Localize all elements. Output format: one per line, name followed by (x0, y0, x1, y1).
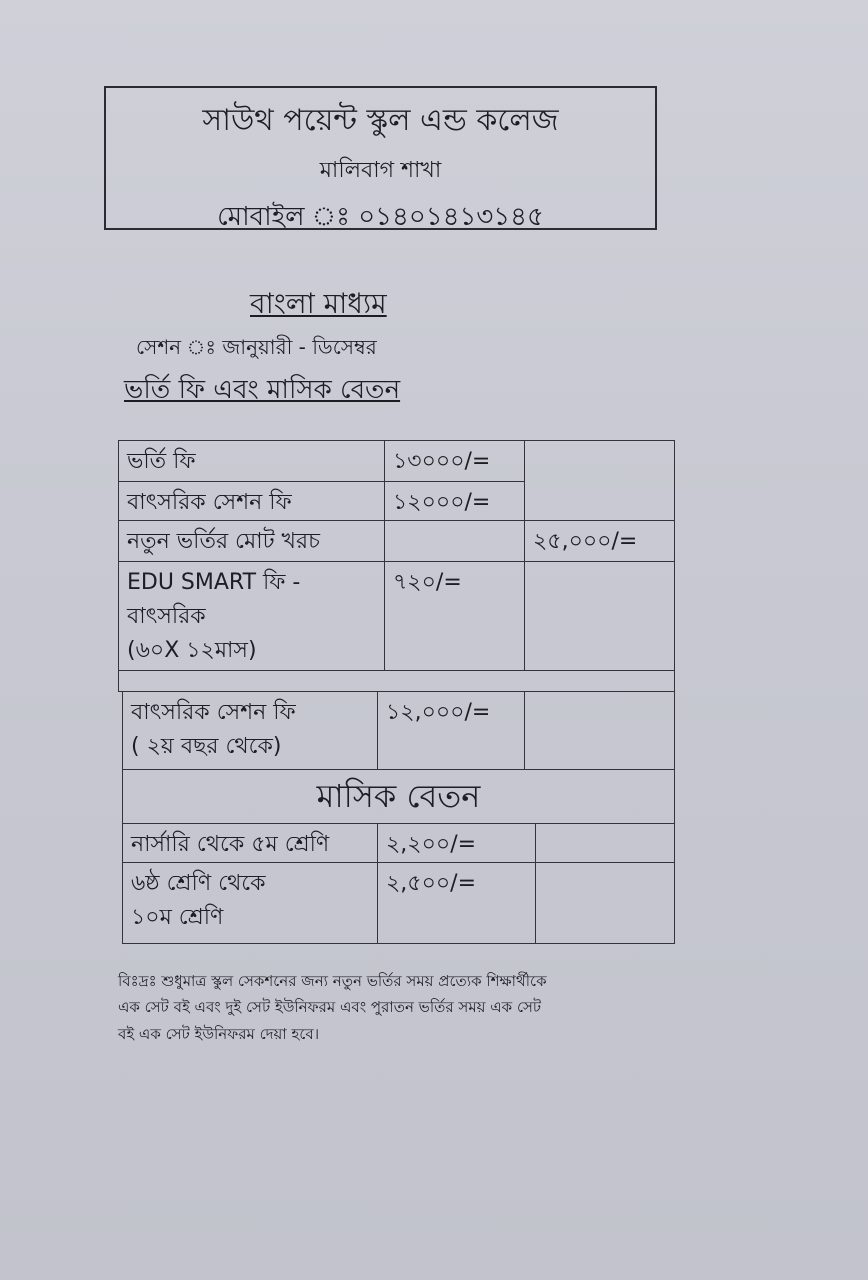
spacer-row (118, 670, 675, 692)
annual-session-fee-label: বাৎসরিক সেশন ফি (118, 481, 385, 521)
note-line3: বই এক সেট ইউনিফরম দেয়া হবে। (118, 1024, 320, 1043)
session-text: সেশন ঃ জানুয়ারী - ডিসেম্বর (136, 335, 377, 359)
second-year-session-label-line1: বাৎসরিক সেশন ফি (131, 700, 296, 725)
admission-fee-value: ১৩০০০/= (384, 440, 525, 482)
mobile-number: মোবাইল ঃ ০১৪০১৪১৩১৪৫ (217, 202, 544, 232)
edu-smart-total-blank (524, 561, 675, 671)
note-line1: বিঃদ্রঃ শুধুমাত্র স্কুল সেকশনের জন্য নতুন ভর্তির সময় প্রত্যেক শিক্ষার্থীকে (118, 972, 547, 990)
salary-row2-label-line1: ৬ষ্ঠ শ্রেণি থেকে (131, 871, 266, 896)
new-admission-total-value: ২৫,০০০/= (524, 520, 675, 562)
second-year-session-label (122, 691, 378, 770)
second-year-total-blank (524, 691, 675, 770)
edu-smart-label (118, 561, 385, 671)
edu-smart-label-line3: (৬০X ১২মাস) (127, 638, 257, 664)
medium-title: বাংলা মাধ্যম (250, 287, 387, 320)
branch-name: মালিবাগ শাখা (319, 158, 442, 183)
salary-row2-value: ২,৫০০/= (377, 862, 536, 944)
total-column-blank (524, 440, 675, 521)
edu-smart-value: ৭২০/= (384, 561, 525, 671)
admission-fee-label: ভর্তি ফি (118, 440, 385, 482)
school-header-box (104, 86, 657, 230)
annual-session-fee-value: ১২০০০/= (384, 481, 525, 521)
new-admission-total-blank (384, 520, 525, 562)
new-admission-total-label: নতুন ভর্তির মোট খরচ (118, 520, 385, 562)
note-line2: এক সেট বই এবং দুই সেট ইউনিফরম এবং পুরাতন ভর্তির সময় এক সেট (118, 998, 542, 1017)
salary-row1-label: নার্সারি থেকে ৫ম শ্রেণি (122, 823, 378, 863)
edu-smart-label-line2: বাৎসরিক (127, 604, 206, 630)
salary-row1-value: ২,২০০/= (377, 823, 536, 863)
monthly-salary-title: মাসিক বেতন (122, 769, 675, 824)
salary-row1-blank (535, 823, 675, 863)
school-name: সাউথ পয়েন্ট স্কুল এন্ড কলেজ (202, 103, 559, 138)
edu-smart-label-line1: EDU SMART ফি - (127, 570, 301, 595)
fee-heading: ভর্তি ফি এবং মাসিক বেতন (124, 375, 401, 405)
note-text (118, 968, 678, 1047)
salary-row2-label (122, 862, 378, 944)
salary-row2-label-line2: ১০ম শ্রেণি (131, 905, 224, 931)
salary-row2-blank (535, 862, 675, 944)
second-year-session-value: ১২,০০০/= (377, 691, 525, 770)
second-year-session-label-line2: ( ২য় বছর থেকে) (131, 734, 282, 760)
